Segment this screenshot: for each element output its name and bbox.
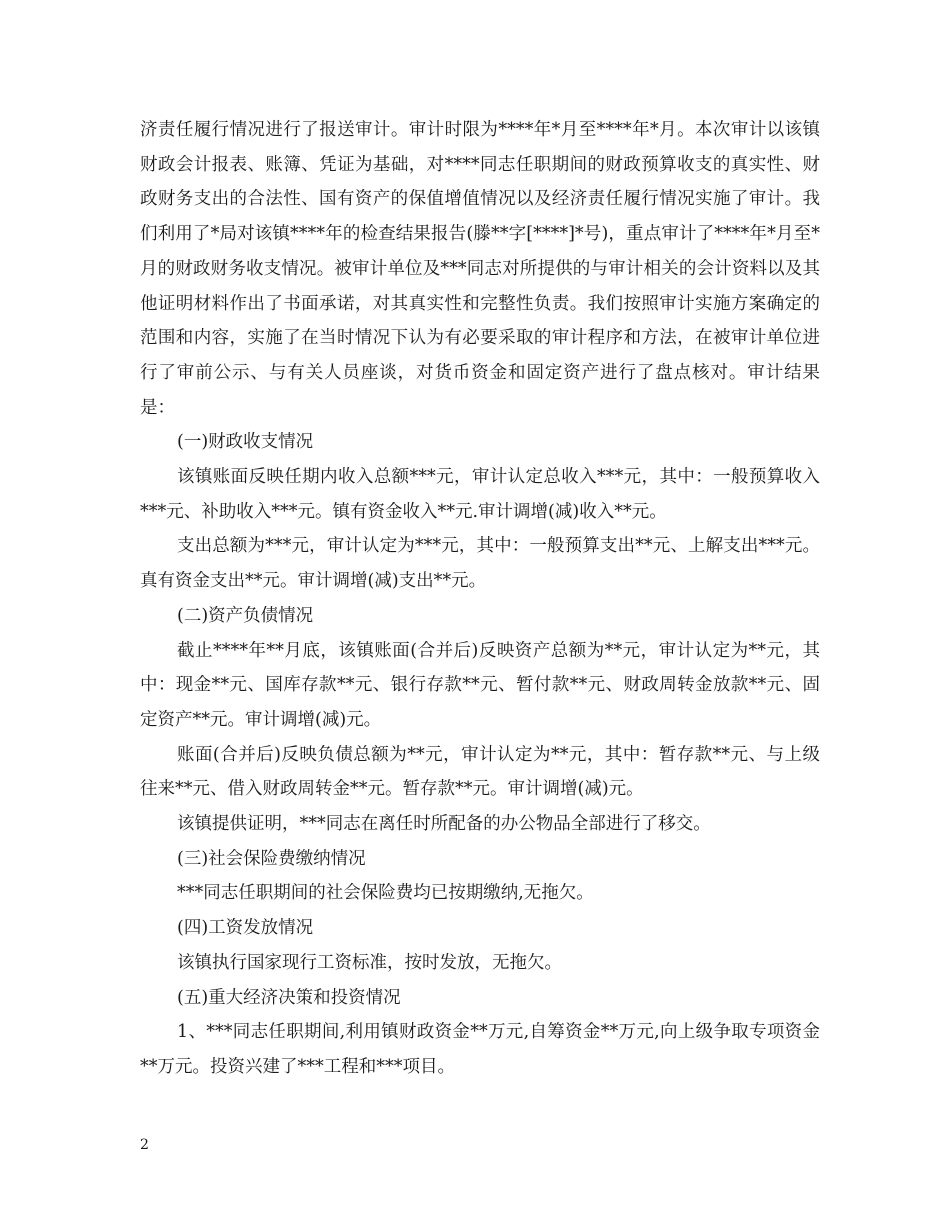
section-heading: (二)资产负债情况 <box>177 605 314 626</box>
paragraph: 该镇执行国家现行工资标准，按时发放，无拖欠。 <box>177 952 562 973</box>
section-heading: (五)重大经济决策和投资情况 <box>177 987 401 1008</box>
paragraph: 账面(合并后)反映负债总额为**元，审计认定为**元，其中：暂存款**元、与上级往来**元、借入财政周转金**元。暂存款**元。审计调增(减)元。 <box>140 744 820 800</box>
section-heading: (一)财政收支情况 <box>177 432 314 453</box>
document-body <box>140 113 820 1085</box>
paragraph: 济责任履行情况进行了报送审计。审计时限为****年*月至****年*月。本次审计以该镇财政会计报表、账簿、凭证为基础，对****同志任职期间的财政预算收支的真实性、财政财务支出的合法性、国有资产的保值增值情况以及经济责任履行情况实施了审计。我们利用了*局对该镇****年的检查结果报告(滕**字[****]*号)，重点审计了****年*月至*月的财政财务收支情况。被审计单位及***同志对所提供的与审计相关的会计资料以及其他证明材料作出了书面承诺，对其真实性和完整性负责。我们按照审计实施方案确定的范围和内容，实施了在当时情况下认为有必要采取的审计程序和方法，在被审计单位进行了审前公示、与有关人员座谈，对货币资金和固定资产进行了盘点核对。审计结果是： <box>140 120 820 418</box>
page-number: 2 <box>140 1137 149 1153</box>
paragraph: 该镇账面反映任期内收入总额***元，审计认定总收入***元，其中：一般预算收入***元、补助收入***元。镇有资金收入**元.审计调增(减)收入**元。 <box>140 467 820 522</box>
paragraph: 该镇提供证明，***同志在离任时所配备的办公物品全部进行了移交。 <box>177 814 711 835</box>
paragraph: 截止****年**月底，该镇账面(合并后)反映资产总额为**元，审计认定为**元，其中：现金**元、国库存款**元、银行存款**元、暂付款**元、财政周转金放款**元、固定资产**元。审计调增(减)元。 <box>140 640 820 730</box>
paragraph: ***同志任职期间的社会保险费均已按期缴纳,无拖欠。 <box>177 883 594 904</box>
section-heading: (三)社会保险费缴纳情况 <box>177 848 366 869</box>
paragraph: 1、***同志任职期间,利用镇财政资金**万元,自筹资金**万元,向上级争取专项资金**万元。投资兴建了***工程和***项目。 <box>140 1022 820 1077</box>
paragraph: 支出总额为***元，审计认定为***元，其中：一般预算支出**元、上解支出***元。真有资金支出**元。审计调增(减)支出**元。 <box>140 536 820 592</box>
section-heading: (四)工资发放情况 <box>177 918 314 939</box>
